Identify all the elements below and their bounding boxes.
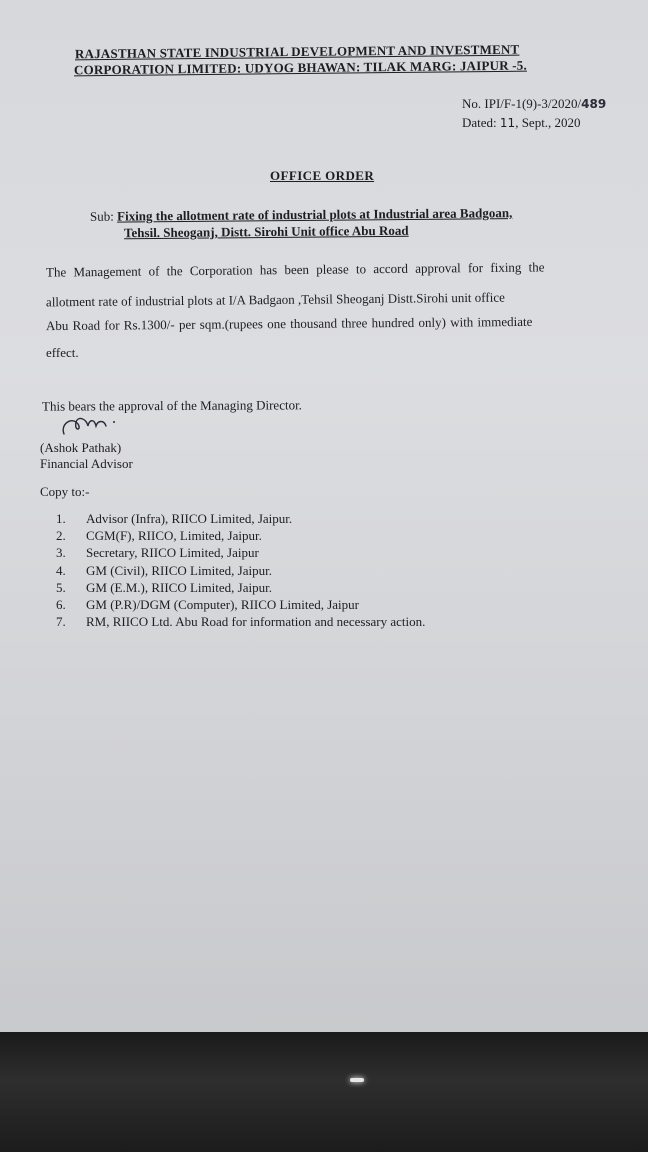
date-label: Dated: xyxy=(462,115,500,130)
header-line-1: RAJASTHAN STATE INDUSTRIAL DEVELOPMENT AND INVESTMENT xyxy=(74,41,520,62)
list-item: 4. GM (Civil), RIICO Limited, Jaipur. xyxy=(56,562,272,578)
list-item: 5. GM (E.M.), RIICO Limited, Jaipur. xyxy=(56,579,272,595)
approval-statement: This bears the approval of the Managing Director. xyxy=(41,397,302,414)
signatory-designation: Financial Advisor xyxy=(40,456,133,471)
list-item: 6. GM (P.R)/DGM (Computer), RIICO Limited, Jaipur xyxy=(56,596,359,612)
list-item: 1. Advisor (Infra), RIICO Limited, Jaipur. xyxy=(56,511,293,526)
reference-number-prefix: No. IPI/F-1(9)-3/2020/ xyxy=(462,96,582,111)
list-item: 3. Secretary, RIICO Limited, Jaipur xyxy=(56,545,259,561)
signatory-name: (Ashok Pathak) xyxy=(40,440,122,455)
background-surface xyxy=(0,1032,648,1152)
copy-to-label: Copy to:- xyxy=(40,484,90,499)
subject-line-1 xyxy=(90,205,512,225)
date-rest: , Sept., 2020 xyxy=(515,115,581,130)
body-line-1: The Management of the Corporation has been please to accord approval for fixing the xyxy=(45,259,545,280)
document-title: OFFICE ORDER xyxy=(270,168,375,183)
reference-number xyxy=(462,96,606,112)
copy-to-list xyxy=(56,510,425,630)
order-date xyxy=(462,115,581,131)
header-line-2: CORPORATION LIMITED: UDYOG BHAWAN: TILAK MARG: JAIPUR -5. xyxy=(73,57,527,78)
list-item: 2. CGM(F), RIICO, Limited, Jaipur. xyxy=(56,528,262,544)
list-item: 7. RM, RIICO Ltd. Abu Road for information and necessary action. xyxy=(56,614,426,630)
subject-line-2: Tehsil. Sheoganj, Distt. Sirohi Unit office Abu Road xyxy=(123,222,409,241)
signature-mark xyxy=(58,410,128,440)
subject-label: Sub: xyxy=(89,208,118,224)
light-reflection xyxy=(350,1078,364,1082)
reference-number-handwritten: 489 xyxy=(581,97,607,111)
subject-text-1: Fixing the allotment rate of industrial plots at Industrial area Badgoan, xyxy=(117,205,513,224)
body-line-2: allotment rate of industrial plots at I/A Badgaon ,Tehsil Sheoganj Distt.Sirohi unit office xyxy=(45,289,505,310)
body-line-4: effect. xyxy=(46,345,79,360)
body-line-3: Abu Road for Rs.1300/- per sqm.(rupees one thousand three hundred only) with immediate xyxy=(45,313,533,334)
date-day-handwritten: 11 xyxy=(499,116,516,130)
